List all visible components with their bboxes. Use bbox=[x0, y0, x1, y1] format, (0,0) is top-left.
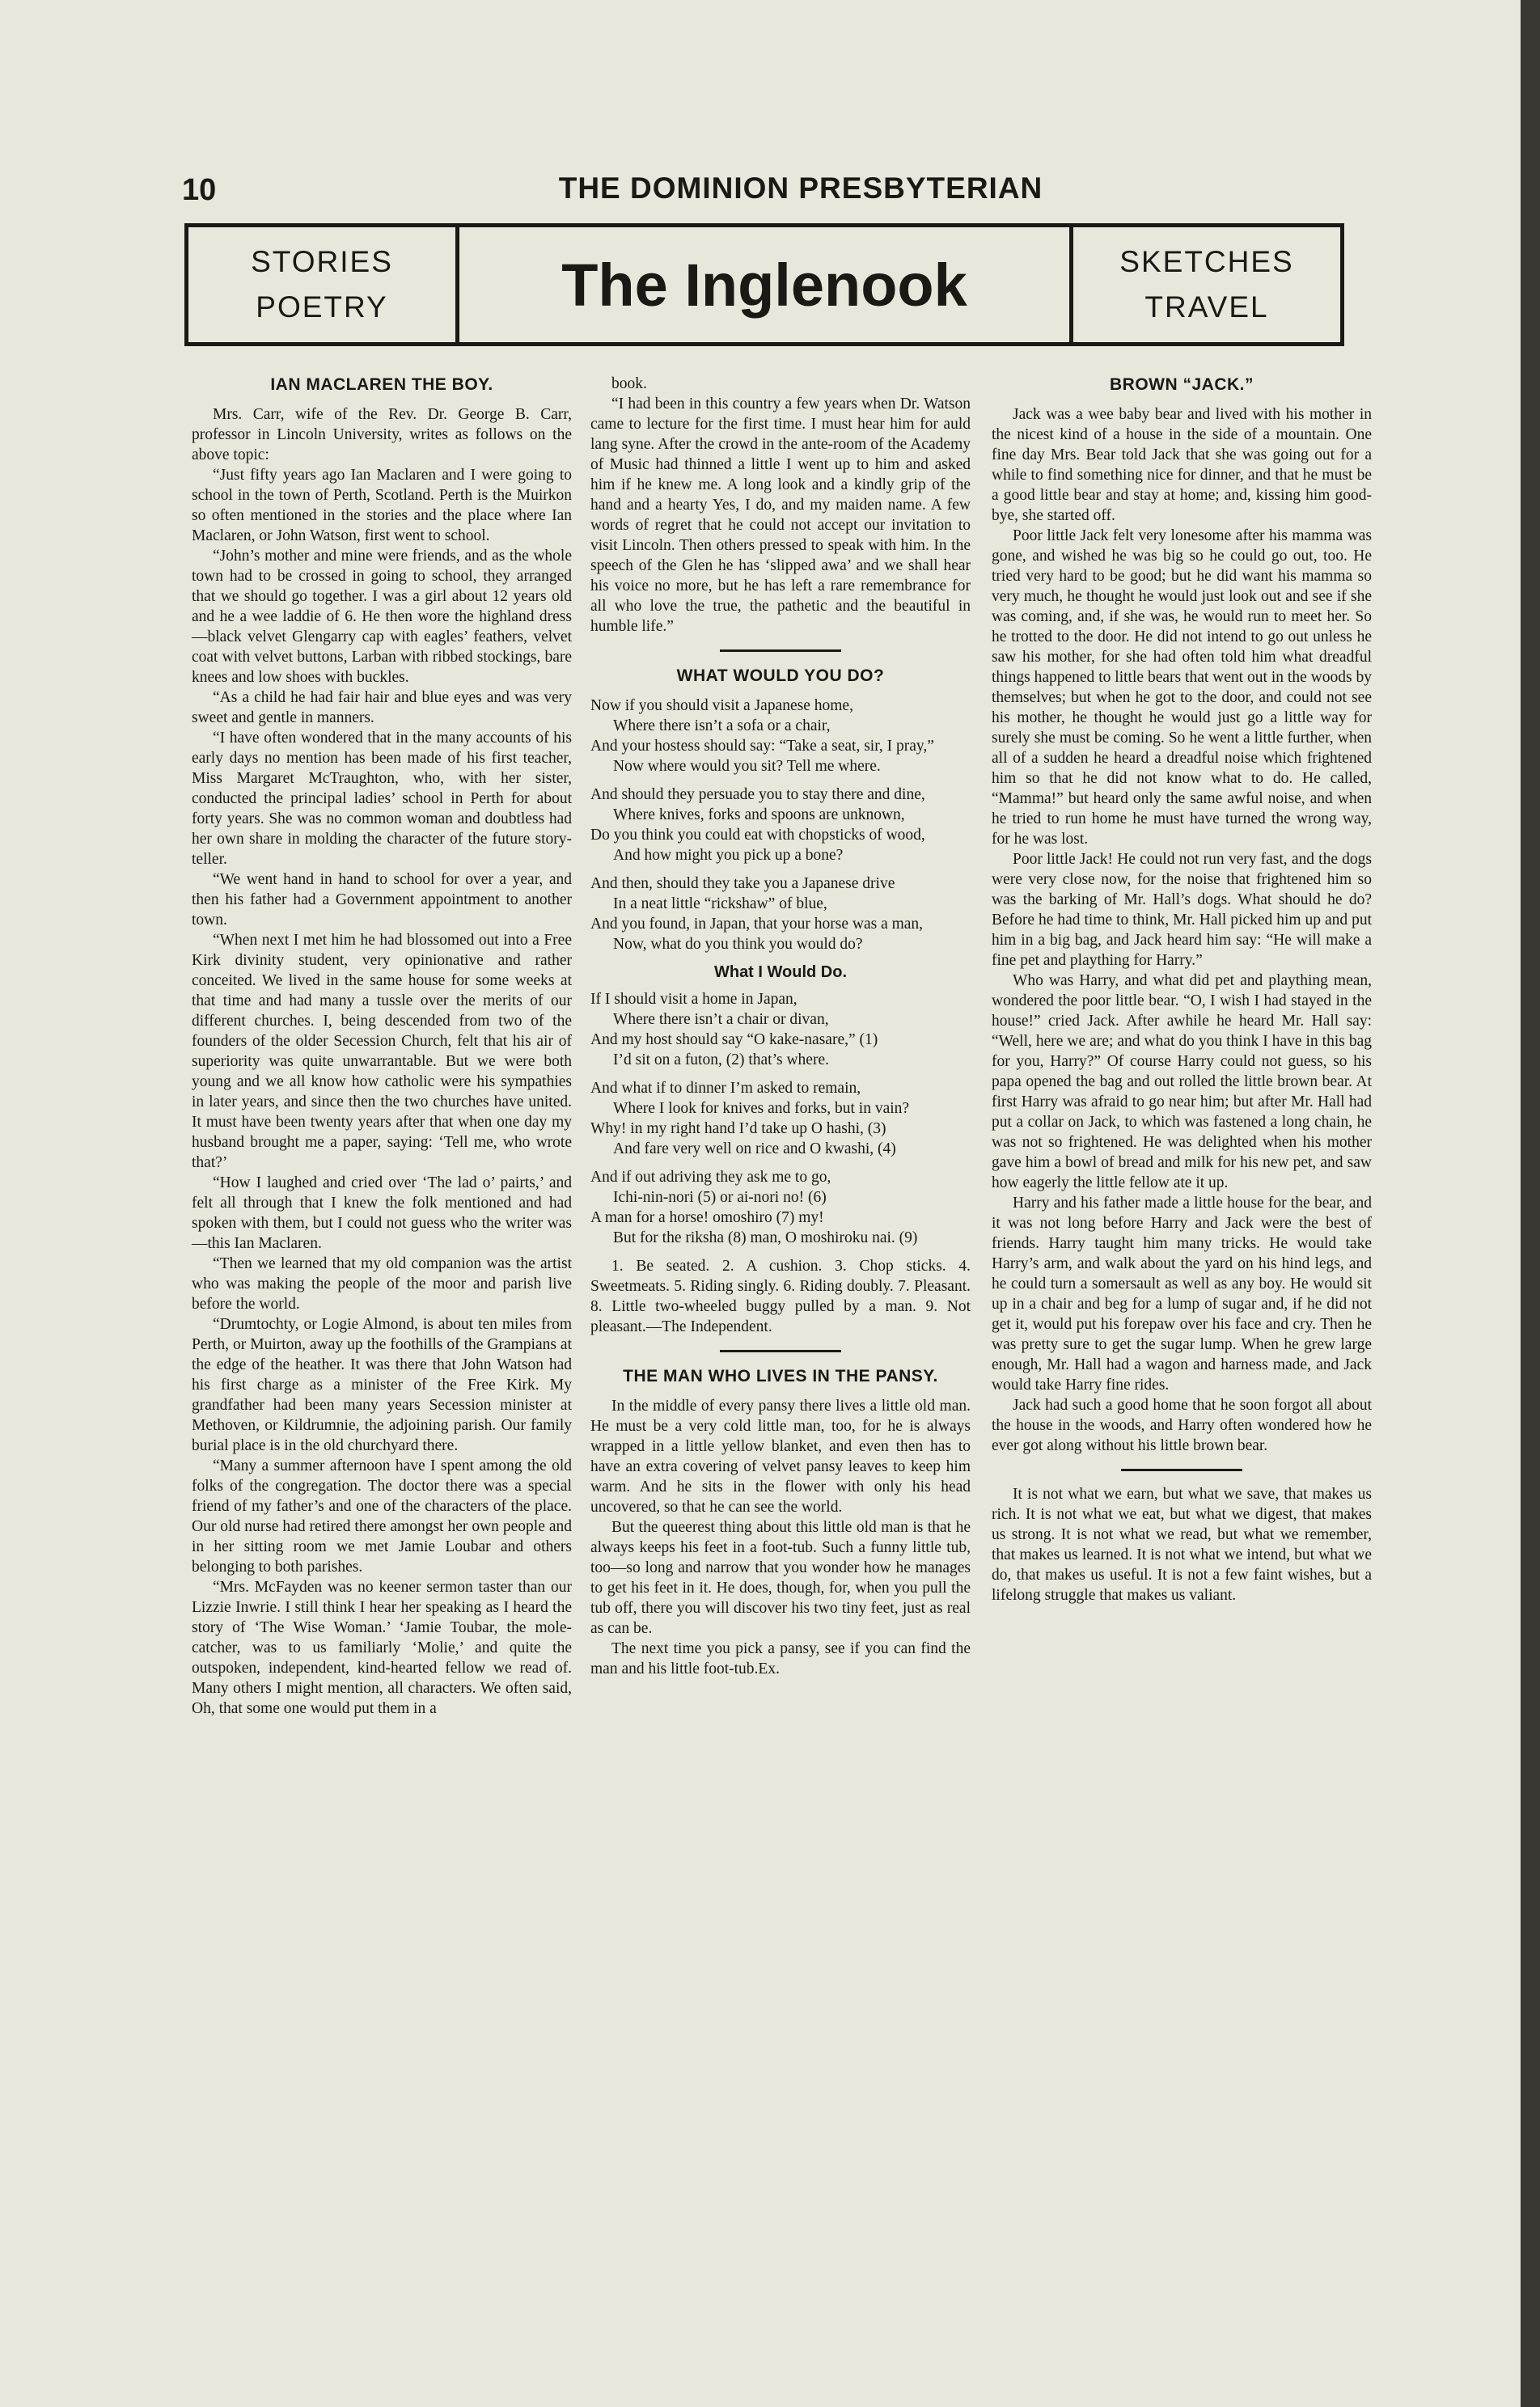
article-title-brown-jack: BROWN “JACK.” bbox=[1110, 375, 1254, 394]
paragraph: “Drumtochty, or Logie Almond, is about ten miles from Perth, or Muirton, away up the foothills of the Grampians at the edge of the heather. It was there that John Watson had his first charge as a minister of the Free Kirk. My grandfather had been many years Secession minister at Methoven, or Kildrumnie, the adjoining parish. Our family burial place is in the old churchyard there. bbox=[192, 1316, 572, 1454]
poem-stanza bbox=[590, 696, 971, 776]
poem-stanza bbox=[590, 874, 971, 954]
paragraph: Jack was a wee baby bear and lived with his mother in the nicest kind of a house in the side of a mountain. One fine day Mrs. Bear told Jack that she was going out for a while to find something nice for dinner, and that he must be a good little bear and stay at home; and, kissing him good-bye, she started off. bbox=[992, 406, 1372, 524]
poem-line: Now where would you sit? Tell me where. bbox=[613, 758, 881, 775]
poem-line: And how might you pick up a bone? bbox=[613, 847, 844, 864]
poem-line: I’d sit on a futon, (2) that’s where. bbox=[613, 1051, 829, 1068]
poem-line: Where I look for knives and forks, but in vain? bbox=[613, 1100, 910, 1117]
divider-rule bbox=[1121, 1469, 1242, 1471]
column-2 bbox=[590, 374, 971, 1679]
paragraph: “Many a summer afternoon have I spent among the old folks of the congregation. The doctor there was a special friend of my father’s and one of the characters of the place. Our old nurse had retired there amongst her own people and in her sitting room we met Jamie Loubar and others belonging to both parishes. bbox=[192, 1457, 572, 1576]
article-body-pansy bbox=[590, 1396, 971, 1679]
article-title-maclaren: IAN MACLAREN THE BOY. bbox=[270, 375, 493, 394]
poem-title-what-i-would-do: What I Would Do. bbox=[713, 963, 848, 981]
running-head: THE DOMINION PRESBYTERIAN bbox=[558, 171, 1043, 205]
poem-line: Where there isn’t a chair or divan, bbox=[613, 1011, 829, 1028]
poem-stanza bbox=[590, 1078, 971, 1159]
poem-line: Where there isn’t a sofa or a chair, bbox=[613, 717, 831, 734]
poem-line: A man for a horse! omoshiro (7) my! bbox=[590, 1209, 824, 1226]
banner-left bbox=[188, 227, 459, 342]
banner-title: The Inglenook bbox=[561, 251, 967, 319]
paragraph: But the queerest thing about this little old man is that he always keeps his feet in a foot-tub. Such a funny little tub, too—so long and narrow that you wonder how he manages to get his feet in it. He does, though, for, when you pull the tub off, there you will discover his two tiny feet, just as real as can be. bbox=[590, 1519, 971, 1637]
poem-line: And fare very well on rice and O kwashi, (4) bbox=[613, 1140, 896, 1157]
poem-notes-text: 1. Be seated. 2. A cushion. 3. Chop sticks. 4. Sweetmeats. 5. Riding singly. 6. Riding doubly. 7. Pleasant. 8. Little two-wheeled buggy pulled by a man. 9. Not pleasant.—The Independent. bbox=[590, 1258, 971, 1335]
article-body-maclaren bbox=[192, 404, 572, 1719]
poem-line: Ichi-nin-nori (5) or ai-nori no! (6) bbox=[613, 1189, 827, 1206]
paragraph: The next time you pick a pansy, see if you can find the man and his little foot-tub.Ex. bbox=[590, 1640, 971, 1677]
paragraph: Mrs. Carr, wife of the Rev. Dr. George B. Carr, professor in Lincoln University, writes as follows on the above topic: bbox=[192, 406, 572, 463]
banner-right-line-1: SKETCHES bbox=[1119, 245, 1294, 278]
poem-stanza bbox=[590, 785, 971, 865]
paragraph: “John’s mother and mine were friends, and as the whole town had to be crossed in going to school, they arranged that we should go together. I was a girl about 12 years old and he a wee laddie of 6. He then wore the highland dress—black velvet Glengarry cap with eagles’ feathers, velvet coat with velvet buttons, Larban with ribbed stockings, bare knees and low shoes with buckles. bbox=[192, 548, 572, 686]
poem-line: And should they persuade you to stay there and dine, bbox=[590, 786, 925, 803]
article-continuation bbox=[590, 374, 971, 637]
poem-title-what-would-you-do: WHAT WOULD YOU DO? bbox=[676, 666, 885, 685]
poem-line: And then, should they take you a Japanese drive bbox=[590, 875, 895, 892]
banner-right bbox=[1069, 227, 1340, 342]
article-title-pansy: THE MAN WHO LIVES IN THE PANSY. bbox=[623, 1367, 938, 1385]
paragraph: “I had been in this country a few years when Dr. Watson came to lecture for the first time. I must hear him for auld lang syne. After the crowd in the ante-room of the Academy of Music had thinned a little I went up to him and asked him if he knew me. A long look and a kindly grip of the hand and a hearty Yes, I do, and my maiden name. A few words of regret that he could not accept our invitation to visit Lincoln. Then others pressed to speak with him. In the speech of the Glen he has ‘slipped awa’ and we shall hear his voice no more, but he has left a rare remembrance for all who love the true, the pathetic and the beautiful in humble life.” bbox=[590, 396, 971, 635]
banner-left-line-1: STORIES bbox=[251, 245, 393, 278]
maxim-paragraph: It is not what we earn, but what we save, that makes us rich. It is not what we eat, but what we digest, that makes us strong. It is not what we read, but what we remember, that makes us learned. It is not what we intend, but what we do, that makes us useful. It is not a few faint wishes, but a lifelong struggle that makes us valiant. bbox=[992, 1486, 1372, 1604]
poem-line: If I should visit a home in Japan, bbox=[590, 991, 798, 1008]
paragraph: “I have often wondered that in the many accounts of his early days no mention has been made of his first teacher, Miss Margaret McTraughton, who, with her sister, conducted the principal ladies’ school in Perth for about forty years. She was no common woman and doubtless had her own share in molding the character of the future story-teller. bbox=[192, 730, 572, 868]
page-edge bbox=[1521, 0, 1540, 2407]
poem-line: And what if to dinner I’m asked to remain, bbox=[590, 1080, 861, 1097]
paragraph: book. bbox=[611, 375, 647, 392]
poem-what-would-you-do bbox=[590, 696, 971, 954]
poem-stanza bbox=[590, 989, 971, 1070]
paragraph: In the middle of every pansy there lives a little old man. He must be a very cold little man, too, for he is always wrapped in a little yellow blanket, and even then has to have an extra covering of velvet pansy leaves to keep him warm. And he sits in the flower with only his head uncovered, so that he can see the world. bbox=[590, 1398, 971, 1516]
poem-line: But for the riksha (8) man, O moshiroku nai. (9) bbox=[613, 1229, 918, 1246]
poem-line: Where knives, forks and spoons are unknown, bbox=[613, 806, 905, 823]
divider-rule bbox=[720, 649, 841, 652]
paragraph: “When next I met him he had blossomed out into a Free Kirk divinity student, very opinionative and rather conceited. We lived in the same house for some weeks at that time and had many a tussle over the merits of our different churches. I, being descended from two of the founders of the older Secession Church, felt that his air of superiority was quite unwarrantable. But we were both young and we all know how catholic were his sympathies in later years, and since then the two churches have united. It must have been twenty years after that when one day my husband brought me a paper, saying: ‘Tell me, who wrote that?’ bbox=[192, 932, 572, 1171]
paragraph: Poor little Jack felt very lonesome after his mamma was gone, and wished he was big so he could go out, too. He tried very hard to be good; but he did want his mamma so very much, he thought he would just look out and see if she was coming, and, if she was, he would run to meet her. So he trotted to the door. He did not intend to go out unless he saw his mother, for she had often told him what dreadful things happened to little bears that went out in the woods by themselves; but when he got to the door, and could not see his mother, he thought he would just go a little way for surely she must be coming. So he went a little further, when all of a sudden he heard a dreadful noise which frightened him so that he did not know what to do. He called, “Mamma!” but heard only the same awful noise, and when he tried to run home he must have turned the wrong way, for he was lost. bbox=[992, 527, 1372, 848]
banner-right-line-2: TRAVEL bbox=[1144, 290, 1269, 324]
poem-stanza bbox=[590, 1167, 971, 1248]
paragraph: Jack had such a good home that he soon forgot all about the house in the woods, and Harry often wondered how he ever got along without his little brown bear. bbox=[992, 1397, 1372, 1454]
poem-line: And my host should say “O kake-nasare,” (1) bbox=[590, 1031, 878, 1048]
paragraph: Poor little Jack! He could not run very fast, and the dogs were very close now, for the noise that frightened him so was the barking of Mr. Hall’s dogs. What should he do? Before he had time to think, Mr. Hall picked him up and put him in a big bag, and Jack heard him say: “He will make a fine pet and plaything for Harry.” bbox=[992, 851, 1372, 969]
poem-line: And your hostess should say: “Take a seat, sir, I pray,” bbox=[590, 738, 934, 755]
paragraph: “Just fifty years ago Ian Maclaren and I were going to school in the town of Perth, Scotland. Perth is the Muirkon so often mentioned in the stories and the place where Ian Maclaren, or John Watson, first went to school. bbox=[192, 467, 572, 544]
poem-what-i-would-do bbox=[590, 989, 971, 1248]
poem-line: Why! in my right hand I’d take up O hashi, (3) bbox=[590, 1120, 886, 1137]
paragraph: “As a child he had fair hair and blue eyes and was very sweet and gentle in manners. bbox=[192, 689, 572, 726]
poem-line: Now, what do you think you would do? bbox=[613, 936, 863, 953]
paragraph: Who was Harry, and what did pet and plaything mean, wondered the poor little bear. “O, I wish I had stayed in the house!” cried Jack. After awhile he heard Mr. Hall say: “Well, here we are; and what do you think I have in this bag for you, Harry?” Of course Harry could not guess, so his papa opened the bag and out rolled the little brown bear. At first Harry was afraid to go near him; but after Mr. Hall had put a collar on Jack, to which was fastened a long chain, he was not so frightened. He was delighted when his mother gave him a bowl of bread and milk for his new pet, and saw how eagerly the little fellow ate it up. bbox=[992, 972, 1372, 1191]
paragraph: “We went hand in hand to school for over a year, and then his father had a Government appointment to another town. bbox=[192, 871, 572, 929]
poem-line: And you found, in Japan, that your horse was a man, bbox=[590, 916, 924, 933]
divider-rule bbox=[720, 1350, 841, 1352]
paragraph: “Then we learned that my old companion was the artist who was making the people of the moor and parish live before the world. bbox=[192, 1255, 572, 1313]
article-body-brown-jack bbox=[992, 404, 1372, 1456]
banner-left-line-2: POETRY bbox=[256, 290, 388, 324]
poem-line: And if out adriving they ask me to go, bbox=[590, 1169, 831, 1186]
paragraph: “Mrs. McFayden was no keener sermon taster than our Lizzie Inwrie. I still think I hear her speaking as I heard the story of ‘The Wise Woman.’ ‘Jamie Toubar, the mole-catcher, was to us familiarly ‘Molie,’ and quite the outspoken, independent, kind-hearted fellow we read of. Many others I might mention, all characters. We often said, Oh, that some one would put them in a bbox=[192, 1579, 572, 1717]
paragraph: Harry and his father made a little house for the bear, and it was not long before Harry and Jack were the best of friends. Harry taught him many tricks. He would take Harry’s arm, and walk about the yard on his hind legs, and he could turn a somersault as well as any boy. He would sit up in a chair and beg for a lump of sugar and, if he did not get it, would put his forepaw over his face and cry. Then he was pretty sure to get the sugar lump. When he grew large enough, Mr. Hall had a wagon and harness made, and Jack would take Harry fine rides. bbox=[992, 1195, 1372, 1394]
paragraph: “How I laughed and cried over ‘The lad o’ pairts,’ and felt all through that I knew the folk mentioned and had spoken with them, but I could not guess who the writer was—this Ian Maclaren. bbox=[192, 1174, 572, 1252]
poem-line: Do you think you could eat with chopsticks of wood, bbox=[590, 827, 925, 844]
column-3 bbox=[992, 374, 1372, 1605]
page-number: 10 bbox=[182, 173, 217, 207]
section-banner bbox=[184, 223, 1344, 346]
poem-line: In a neat little “rickshaw” of blue, bbox=[613, 895, 827, 912]
column-1 bbox=[192, 374, 572, 1719]
poem-notes bbox=[590, 1256, 971, 1337]
poem-line: Now if you should visit a Japanese home, bbox=[590, 697, 853, 714]
